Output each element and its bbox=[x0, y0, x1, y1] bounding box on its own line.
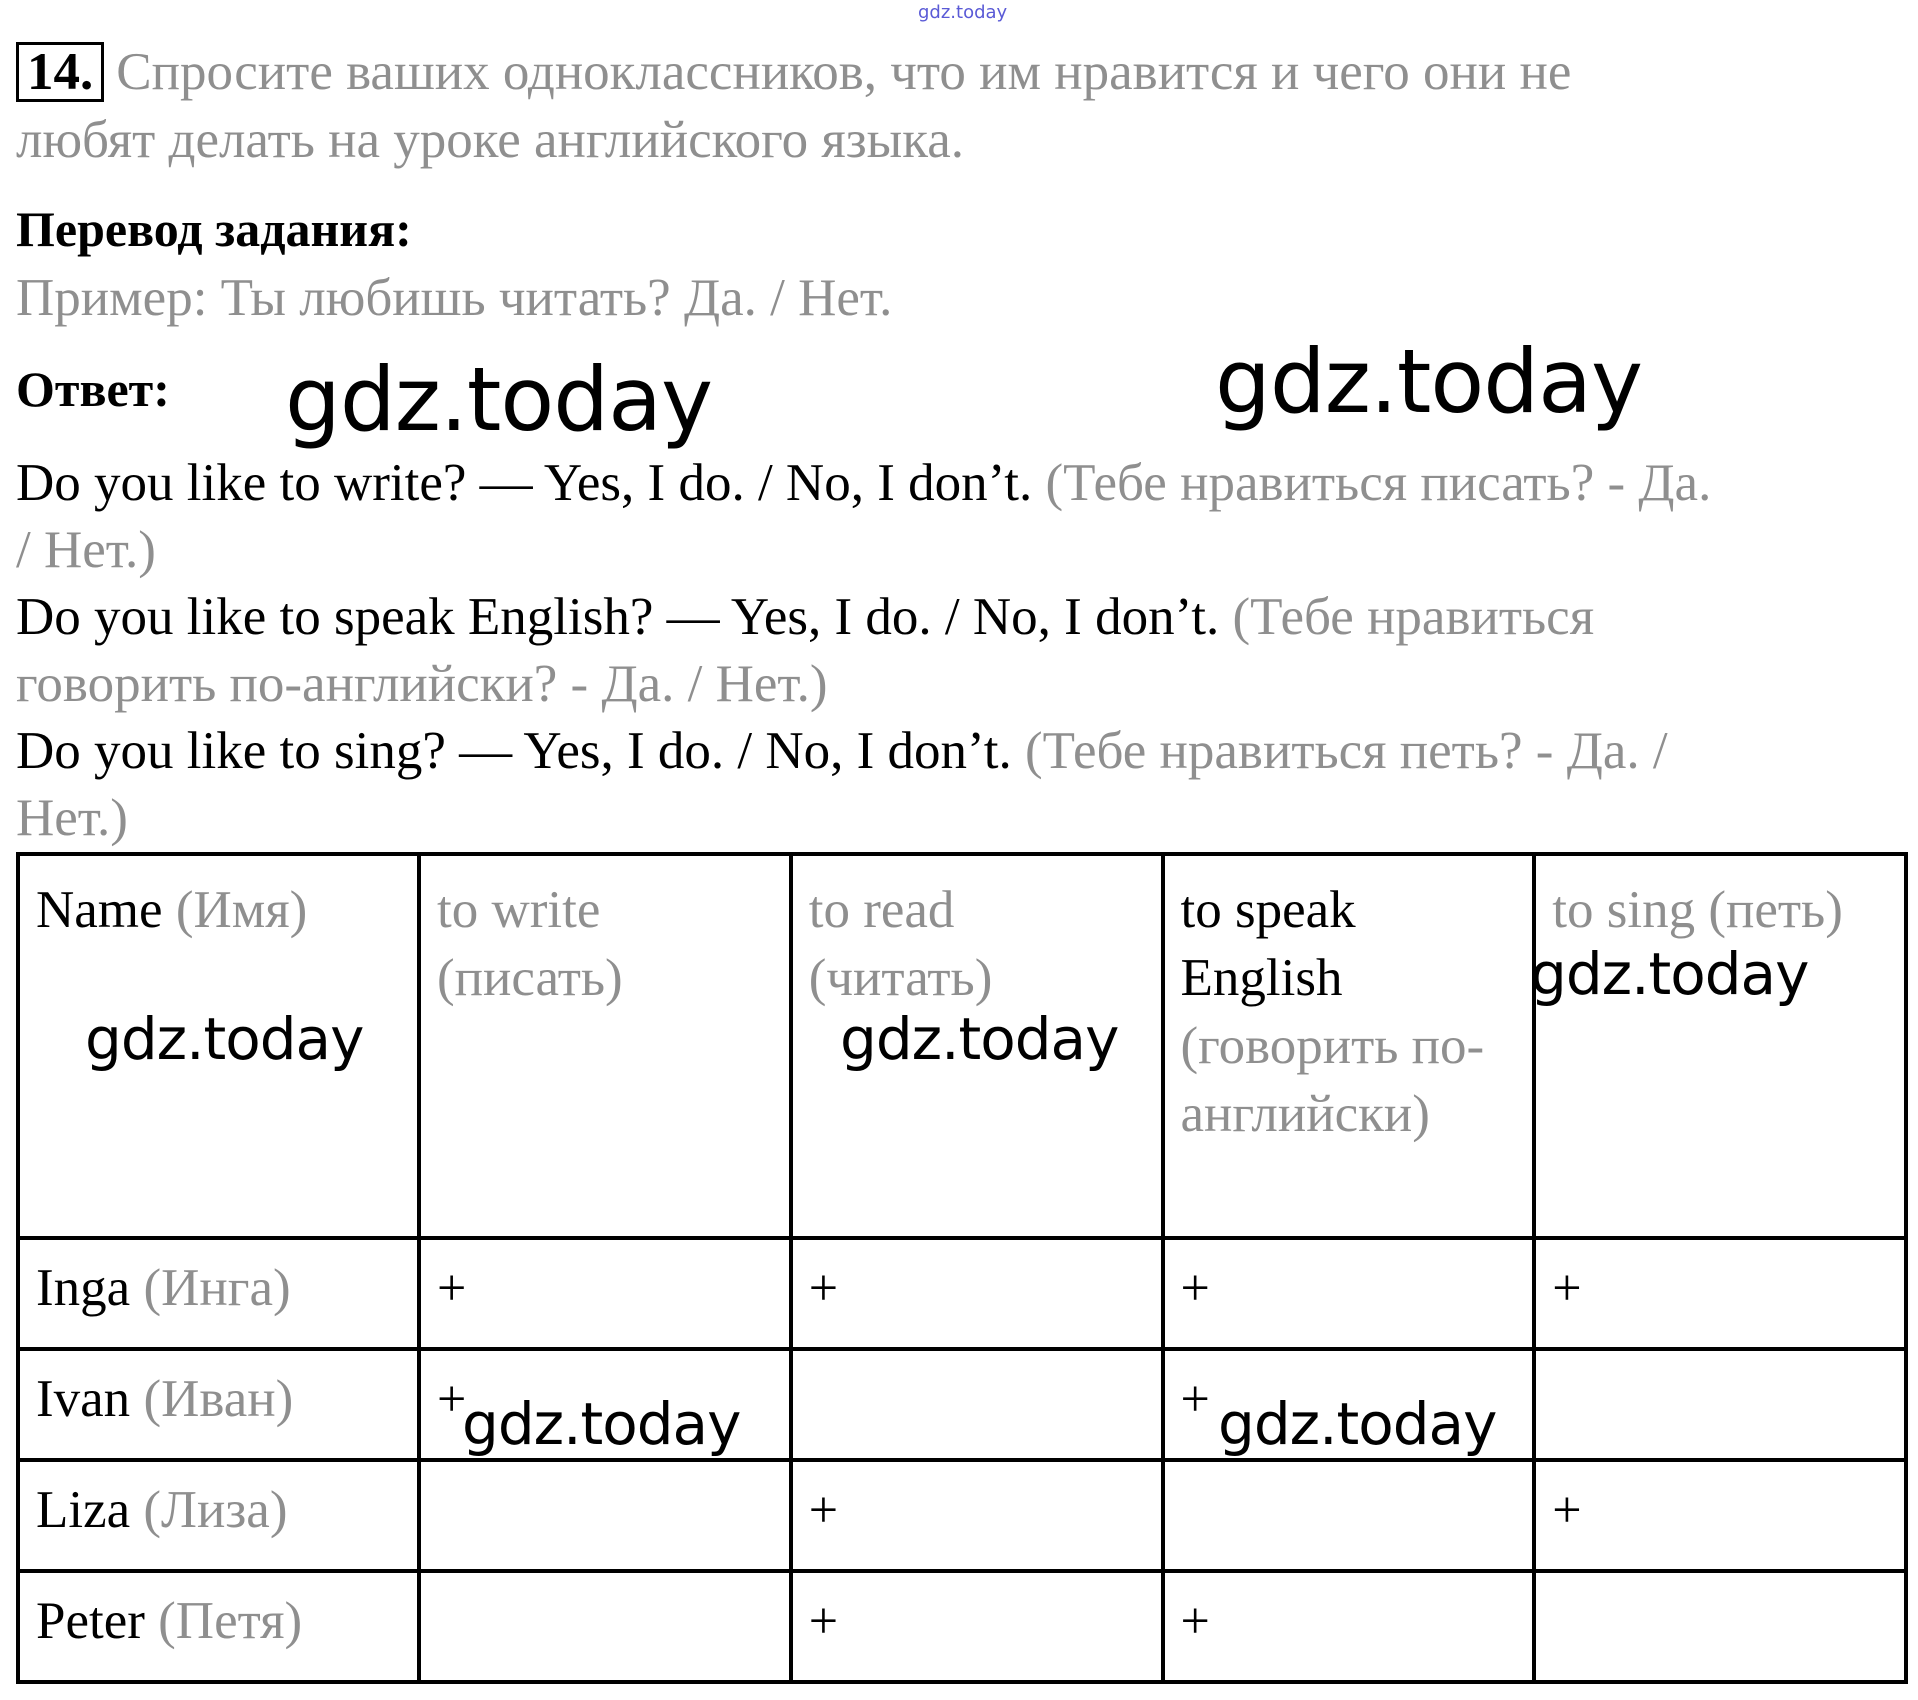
header-speak-ru: (говорить по-английски) bbox=[1180, 1017, 1485, 1143]
cell-write bbox=[419, 1571, 791, 1682]
answer-2-ru-cont: говорить по-английски? - Да. / Нет.) bbox=[16, 655, 828, 713]
row-name bbox=[18, 1460, 419, 1571]
mark: + bbox=[1552, 1260, 1582, 1317]
task-statement-line-1 bbox=[16, 40, 1571, 104]
row-name-en: Liza bbox=[36, 1481, 131, 1539]
header-speak-en: to speak English bbox=[1180, 881, 1356, 1007]
header-sing bbox=[1534, 854, 1906, 1238]
watermark: gdz.today bbox=[1215, 330, 1643, 433]
task-text-1: Спросите ваших одноклассников, что им нравится и чего они не bbox=[116, 43, 1572, 101]
row-name bbox=[18, 1238, 419, 1349]
answer-line-3 bbox=[16, 718, 1668, 784]
mark: + bbox=[808, 1593, 839, 1650]
table-row bbox=[18, 1571, 1906, 1682]
mark: + bbox=[1180, 1260, 1210, 1317]
header-name-ru: (Имя) bbox=[175, 881, 308, 939]
answer-2-en: Do you like to speak English? — Yes, I do. / No, I don’t. bbox=[16, 588, 1220, 646]
translation-example: Пример: Ты любишь читать? Да. / Нет. bbox=[16, 269, 893, 327]
header-read-ru: (читать) bbox=[808, 949, 993, 1007]
row-name bbox=[18, 1349, 419, 1460]
header-read-en: to read bbox=[808, 881, 955, 939]
mark: + bbox=[437, 1371, 467, 1428]
cell-sing bbox=[1534, 1238, 1906, 1349]
row-name-en: Ivan bbox=[36, 1370, 131, 1428]
answer-2-ru: (Тебе нравиться bbox=[1232, 588, 1595, 646]
mark: + bbox=[1180, 1593, 1210, 1650]
mark: + bbox=[1552, 1482, 1582, 1539]
table-row bbox=[18, 1460, 1906, 1571]
watermark: gdz.today bbox=[462, 1390, 741, 1458]
row-name bbox=[18, 1571, 419, 1682]
answer-3-ru-cont: Нет.) bbox=[16, 789, 128, 847]
watermark: gdz.today bbox=[1530, 940, 1809, 1008]
task-number: 14. bbox=[16, 42, 104, 102]
cell-read bbox=[791, 1238, 1163, 1349]
cell-read bbox=[791, 1571, 1163, 1682]
row-name-ru: (Иван) bbox=[143, 1370, 294, 1428]
table-row bbox=[18, 1238, 1906, 1349]
mark: + bbox=[437, 1260, 467, 1317]
row-name-ru: (Петя) bbox=[158, 1592, 303, 1650]
cell-speak bbox=[1163, 1460, 1535, 1571]
answer-3-en: Do you like to sing? — Yes, I do. / No, I don’t. bbox=[16, 722, 1012, 780]
cell-write bbox=[419, 1238, 791, 1349]
watermark: gdz.today bbox=[1218, 1390, 1497, 1458]
cell-sing bbox=[1534, 1349, 1906, 1460]
row-name-en: Peter bbox=[36, 1592, 145, 1650]
cell-sing bbox=[1534, 1460, 1906, 1571]
row-name-en: Inga bbox=[36, 1259, 131, 1317]
header-write-ru: (писать) bbox=[437, 949, 623, 1007]
watermark: gdz.today bbox=[85, 1005, 364, 1073]
header-write bbox=[419, 854, 791, 1238]
mark: + bbox=[808, 1482, 839, 1539]
row-name-ru: (Лиза) bbox=[143, 1481, 288, 1539]
cell-sing bbox=[1534, 1571, 1906, 1682]
cell-read bbox=[791, 1460, 1163, 1571]
table-row bbox=[18, 1349, 1906, 1460]
mark: + bbox=[808, 1260, 839, 1317]
answer-1-ru: (Тебе нравиться писать? - Да. bbox=[1045, 454, 1712, 512]
watermark: gdz.today bbox=[840, 1005, 1119, 1073]
answer-3-ru: (Тебе нравиться петь? - Да. / bbox=[1024, 722, 1668, 780]
task-statement-line-2: любят делать на уроке английского языка. bbox=[16, 111, 964, 169]
watermark: gdz.today bbox=[285, 348, 713, 451]
header-sing-en: to sing bbox=[1552, 881, 1696, 939]
cell-speak bbox=[1163, 1571, 1535, 1682]
answer-heading: Ответ: bbox=[16, 361, 170, 417]
answer-1-en: Do you like to write? — Yes, I do. / No, I don’t. bbox=[16, 454, 1033, 512]
answer-1-ru-cont: / Нет.) bbox=[16, 521, 156, 579]
site-label: gdz.today bbox=[918, 2, 1008, 23]
row-name-ru: (Инга) bbox=[143, 1259, 291, 1317]
mark: + bbox=[1180, 1371, 1210, 1428]
header-sing-ru: (петь) bbox=[1708, 881, 1843, 939]
cell-write bbox=[419, 1460, 791, 1571]
cell-read bbox=[791, 1349, 1163, 1460]
header-write-en: to write bbox=[437, 881, 601, 939]
header-name-en: Name bbox=[36, 881, 163, 939]
translation-heading: Перевод задания: bbox=[16, 201, 412, 257]
answer-line-2 bbox=[16, 584, 1594, 650]
header-speak bbox=[1163, 854, 1535, 1238]
cell-speak bbox=[1163, 1238, 1535, 1349]
answer-line-1 bbox=[16, 450, 1711, 516]
